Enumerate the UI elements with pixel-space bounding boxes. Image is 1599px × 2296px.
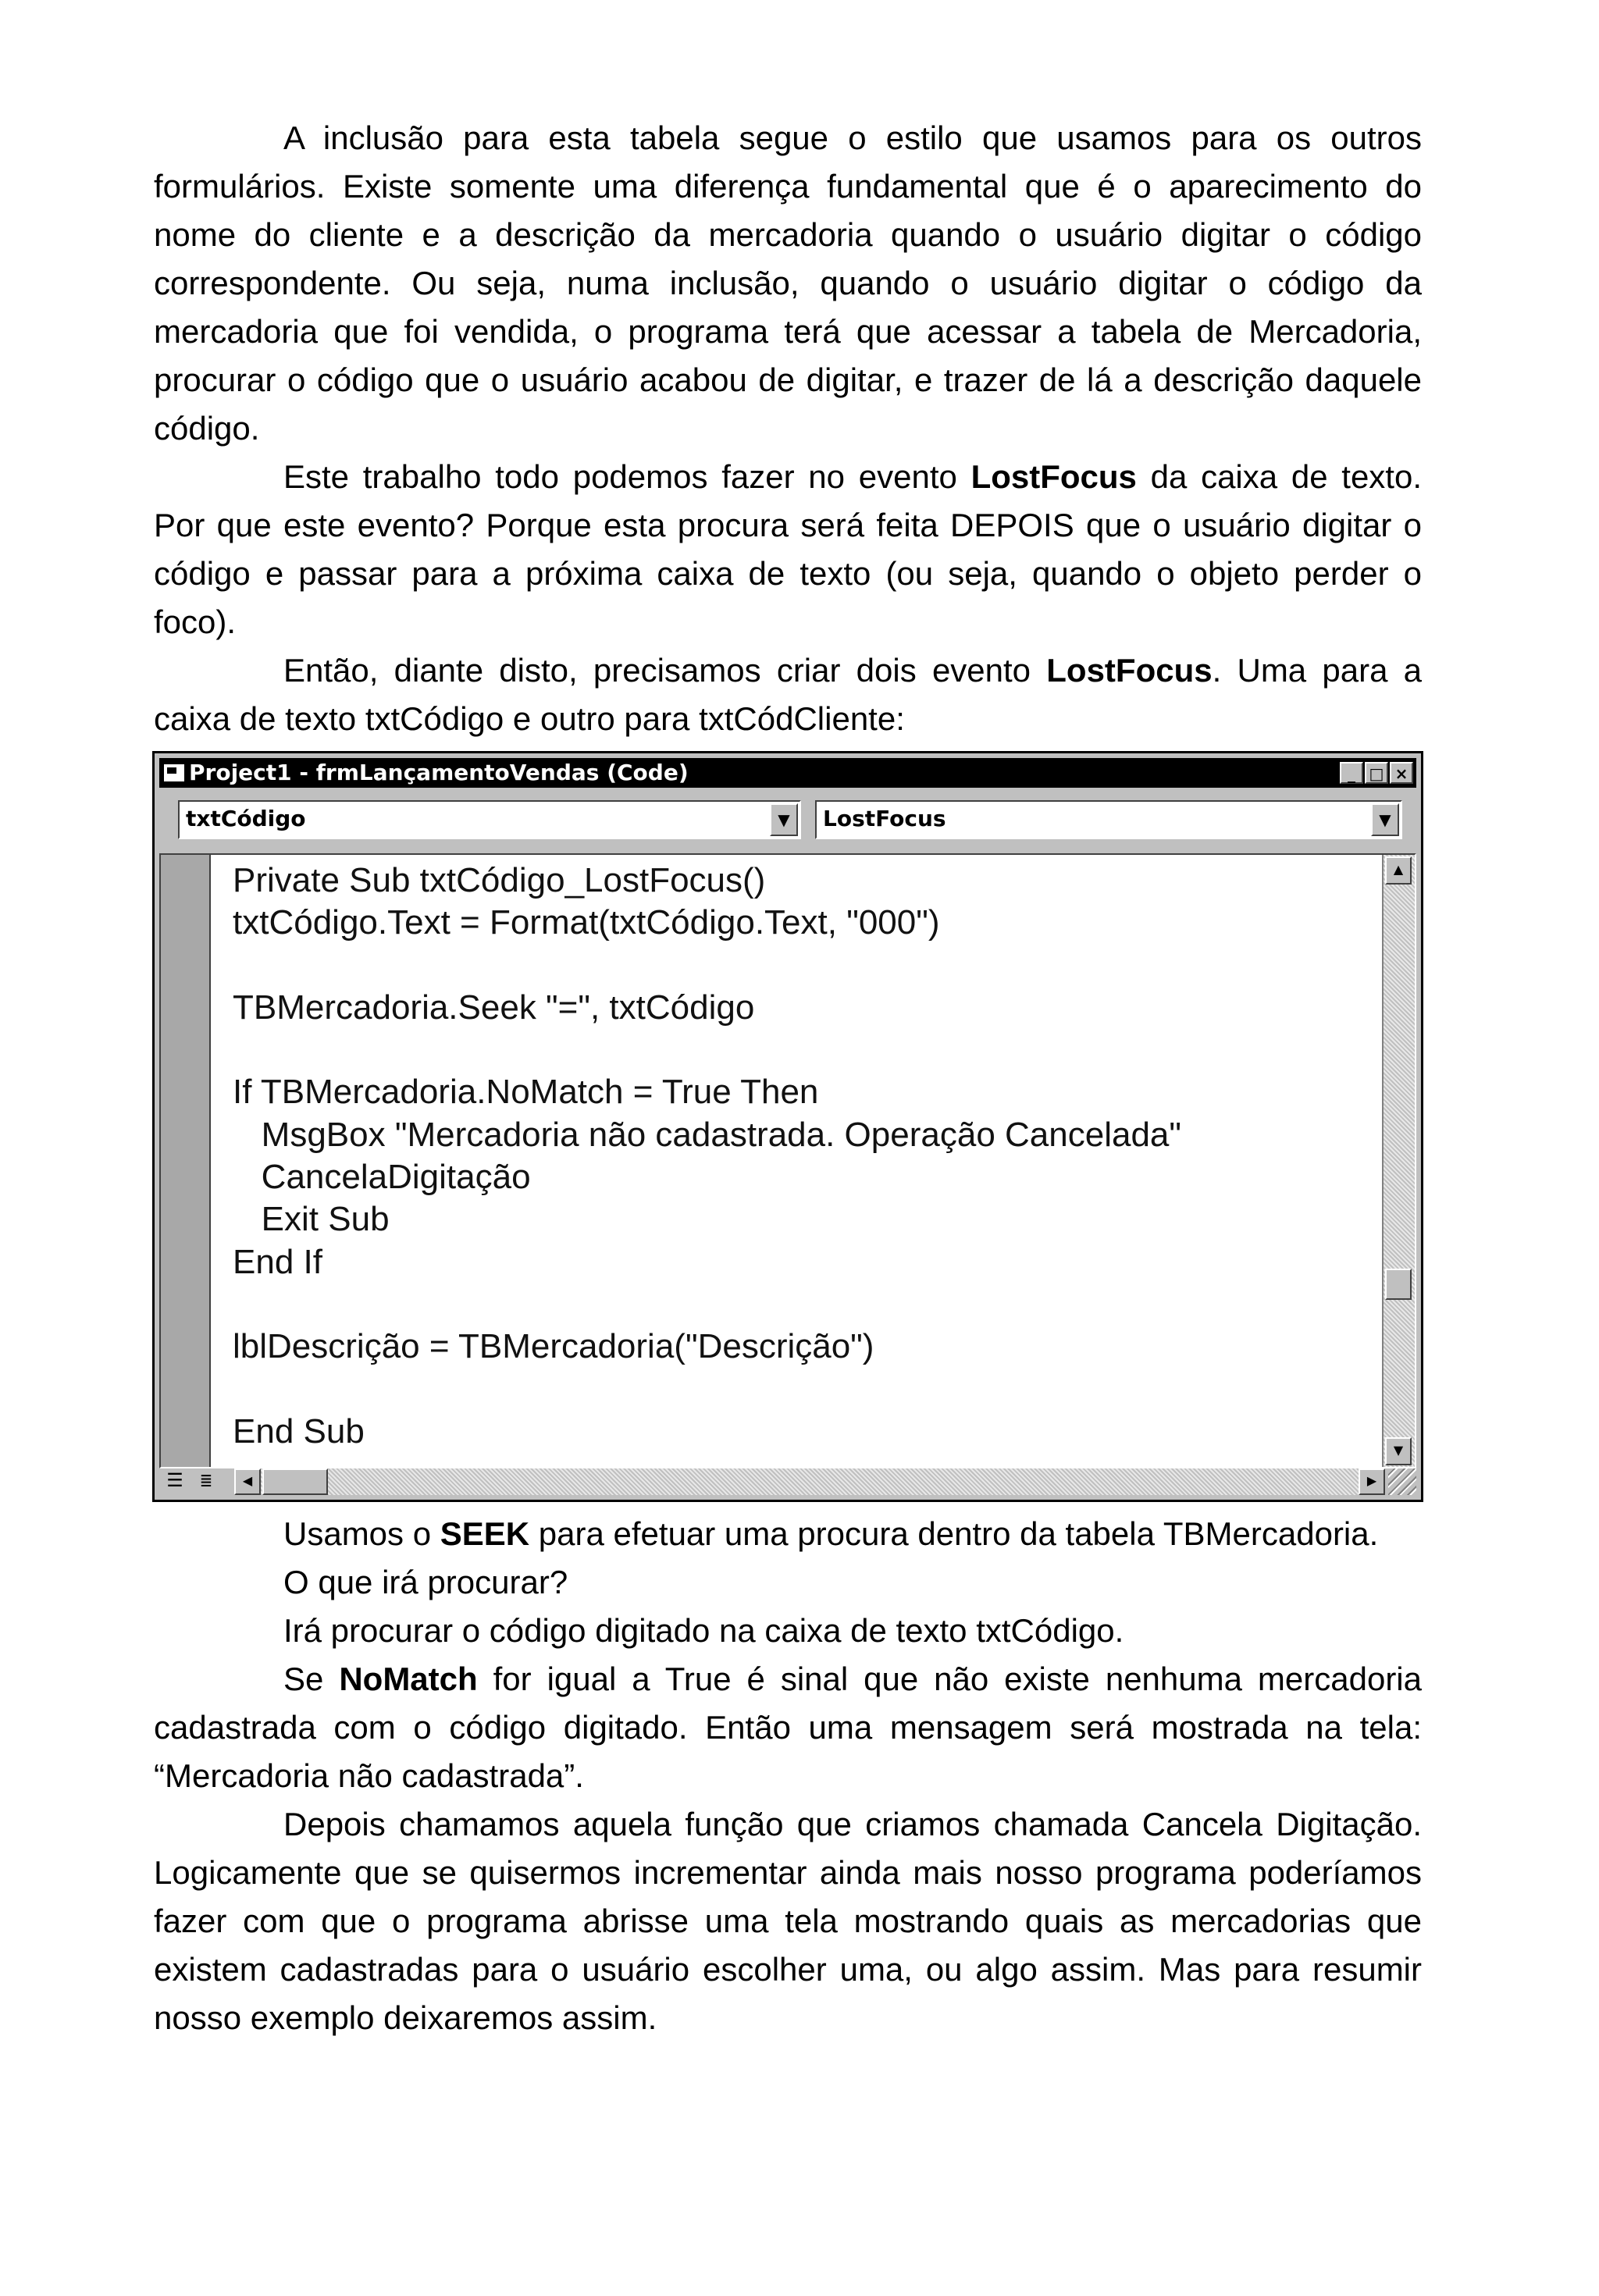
bold-keyword: LostFocus: [1046, 652, 1213, 689]
paragraph: [154, 1800, 1422, 2042]
horizontal-scrollbar[interactable]: [234, 1468, 1385, 1495]
vertical-scrollbar[interactable]: [1382, 855, 1415, 1467]
paragraph: [154, 114, 1422, 453]
chevron-down-icon[interactable]: ▼: [1371, 803, 1399, 836]
paragraph: [154, 1655, 1422, 1800]
code-line: lblDescrição = TBMercadoria("Descrição"): [233, 1327, 874, 1366]
vertical-scroll-thumb[interactable]: [1385, 1269, 1412, 1300]
window-titlebar[interactable]: [159, 758, 1416, 788]
paragraph: [154, 1607, 1422, 1655]
editor-bottom-bar: [159, 1468, 1416, 1495]
code-line: End Sub: [233, 1411, 365, 1451]
paragraph-text: . Uma para a caixa de texto txtCódigo e outro para txtCódCliente:: [154, 652, 1422, 737]
procedure-view-icon[interactable]: ☰: [166, 1469, 183, 1491]
chevron-down-icon[interactable]: ▼: [770, 803, 798, 836]
code-text[interactable]: [233, 860, 1368, 1453]
bold-keyword: SEEK: [440, 1515, 530, 1552]
scroll-up-arrow-icon[interactable]: ▲: [1385, 856, 1412, 885]
code-line: [233, 1283, 1368, 1326]
paragraph-text: for igual a True é sinal que não existe nenhuma mercadoria cadastrada com o código digitado. Então uma mensagem será mostrada na tela: “Mercadoria não cadastrada”.: [154, 1661, 1422, 1794]
text-block-top: [154, 114, 1422, 743]
window-app-icon[interactable]: [164, 764, 184, 781]
bold-keyword: LostFocus: [970, 458, 1137, 495]
paragraph-text: Irá procurar o código digitado na caixa de texto txtCódigo.: [283, 1612, 1124, 1649]
paragraph-text: Depois chamamos aquela função que criamos chamada Cancela Digitação. Logicamente que se quisermos incrementar ainda mais nosso programa poderíamos fazer com que o programa abrisse uma tela mostrando quais as mercadorias que existem cadastradas para o usuário escolher uma, ou algo assim. Mas para resumir nosso exemplo deixaremos assim.: [154, 1806, 1422, 2036]
window-controls: [1340, 762, 1413, 784]
vb-code-window: [152, 751, 1423, 1502]
code-line: TBMercadoria.Seek "=", txtCódigo: [233, 988, 755, 1027]
code-line: txtCódigo.Text = Format(txtCódigo.Text, "000"): [233, 903, 940, 942]
code-line: Private Sub txtCódigo_LostFocus(): [233, 861, 766, 899]
horizontal-scroll-thumb[interactable]: [262, 1468, 328, 1495]
paragraph: [154, 453, 1422, 646]
procedure-combo[interactable]: [815, 800, 1402, 839]
code-line: CancelaDigitação: [233, 1158, 531, 1197]
editor-margin: [161, 855, 211, 1467]
paragraph: [154, 646, 1422, 743]
code-line: [233, 1369, 1368, 1411]
full-module-view-icon[interactable]: ≣: [200, 1469, 212, 1491]
paragraph-text: Este trabalho todo podemos fazer no evento: [283, 458, 971, 495]
object-combo[interactable]: [178, 800, 801, 839]
paragraph: [154, 1510, 1422, 1558]
paragraph-text: para efetuar uma procura dentro da tabela TBMercadoria.: [529, 1515, 1379, 1552]
view-mode-buttons: [159, 1468, 230, 1495]
window-title: Project1 - frmLançamentoVendas (Code): [189, 760, 689, 785]
scroll-left-arrow-icon[interactable]: ◀: [234, 1468, 261, 1495]
bold-keyword: NoMatch: [339, 1661, 478, 1697]
code-line: End If: [233, 1242, 322, 1281]
text-block-bottom: [154, 1510, 1422, 2042]
paragraph-text: Então, diante disto, precisamos criar dois evento: [283, 652, 1047, 689]
maximize-button[interactable]: □: [1365, 762, 1388, 784]
code-line: [233, 1029, 1368, 1071]
scroll-down-arrow-icon[interactable]: ▼: [1385, 1437, 1412, 1465]
close-button[interactable]: ×: [1390, 762, 1413, 784]
code-line: If TBMercadoria.NoMatch = True Then: [233, 1073, 819, 1112]
code-line: MsgBox "Mercadoria não cadastrada. Operação Cancelada": [233, 1115, 1182, 1154]
object-combo-value: txtCódigo: [186, 806, 306, 831]
scroll-right-arrow-icon[interactable]: ▶: [1359, 1468, 1385, 1495]
code-editor[interactable]: [159, 853, 1416, 1468]
paragraph-text: Usamos o: [283, 1515, 440, 1552]
procedure-combo-value: LostFocus: [823, 806, 946, 831]
document-page: [154, 114, 1422, 2042]
code-line: [233, 945, 1368, 987]
paragraph: [154, 1558, 1422, 1607]
paragraph-text: A inclusão para esta tabela segue o estilo que usamos para os outros formulários. Existe somente uma diferença fundamental que é o aparecimento do nome do cliente e a descrição da mercadoria quando o usuário digitar o código correspondente. Ou seja, numa inclusão, quando o usuário digitar o código da mercadoria que foi vendida, o programa terá que acessar a tabela de Mercadoria, procurar o código que o usuário acabou de digitar, e trazer de lá a descrição daquele código.: [154, 119, 1422, 447]
paragraph-text: Se: [283, 1661, 340, 1697]
resize-grip-icon[interactable]: [1388, 1468, 1416, 1495]
paragraph-text: O que irá procurar?: [283, 1564, 568, 1600]
paragraph-text: da caixa de texto. Por que este evento? Porque esta procura será feita DEPOIS que o usuário digitar o código e passar para a próxima caixa de texto (ou seja, quando o objeto perder o foco).: [154, 458, 1423, 640]
code-line: Exit Sub: [233, 1200, 390, 1239]
minimize-button[interactable]: _: [1340, 762, 1363, 784]
